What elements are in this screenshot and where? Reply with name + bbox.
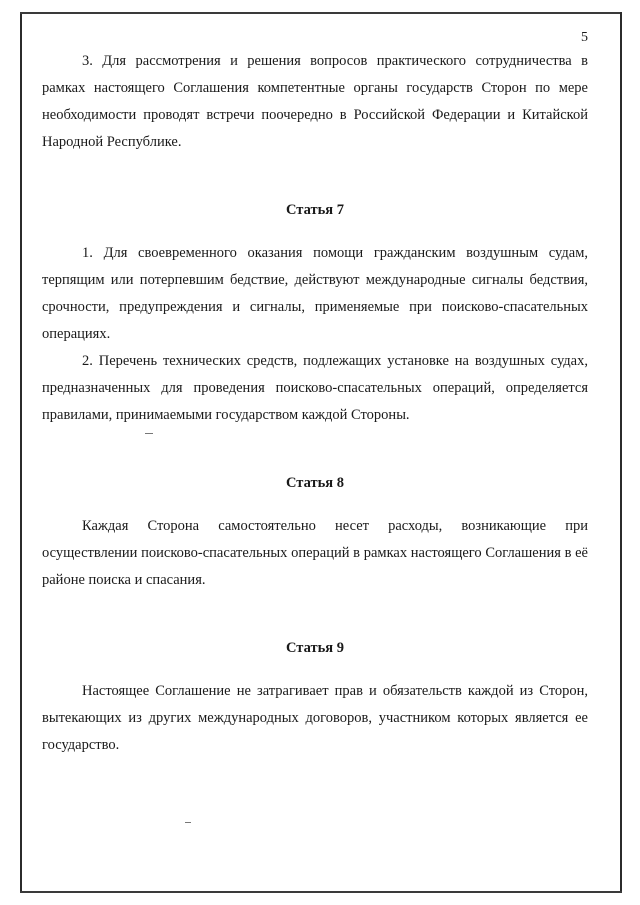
paragraph-intro: 3. Для рассмотрения и решения вопросов практического сотрудничества в рамках настоящего Соглашения компетентные органы государств Сторон по мере необходимости проводят встречи поочередно в Российской Федерации и Китайской Народной Республике. (42, 53, 588, 150)
article-9-heading: Статья 9 (286, 640, 344, 656)
document-body (42, 48, 588, 759)
article-7-heading: Статья 7 (286, 202, 344, 218)
article-9-paragraph: Настоящее Соглашение не затрагивает прав и обязательств каждой из Сторон, вытекающих из других международных договоров, участником которых является ее государство. (42, 683, 588, 753)
scan-speck (145, 433, 153, 434)
scan-border-left (20, 12, 22, 892)
article-8-paragraph: Каждая Сторона самостоятельно несет расходы, возникающие при осуществлении поисково-спасательных операций в рамках настоящего Соглашения в её районе поиска и спасания. (42, 518, 588, 588)
article-7-paragraph-2: 2. Перечень технических средств, подлежащих установке на воздушных судах, предназначенных для проведения поисково-спасательных операций, определяется правилами, принимаемыми государством каждой Стороны. (42, 353, 588, 423)
scan-speck (185, 822, 191, 823)
scan-border-right (620, 12, 622, 892)
article-7-paragraph-1: 1. Для своевременного оказания помощи гражданским воздушным судам, терпящим или потерпевшим бедствие, действуют международные сигналы бедствия, срочности, предупреждения и сигналы, применяемые при поисково-спасательных операциях. (42, 245, 588, 342)
scan-border-bottom (20, 891, 622, 893)
page-number: 5 (581, 30, 588, 45)
article-8-heading: Статья 8 (286, 475, 344, 491)
scan-border-top (20, 12, 620, 14)
